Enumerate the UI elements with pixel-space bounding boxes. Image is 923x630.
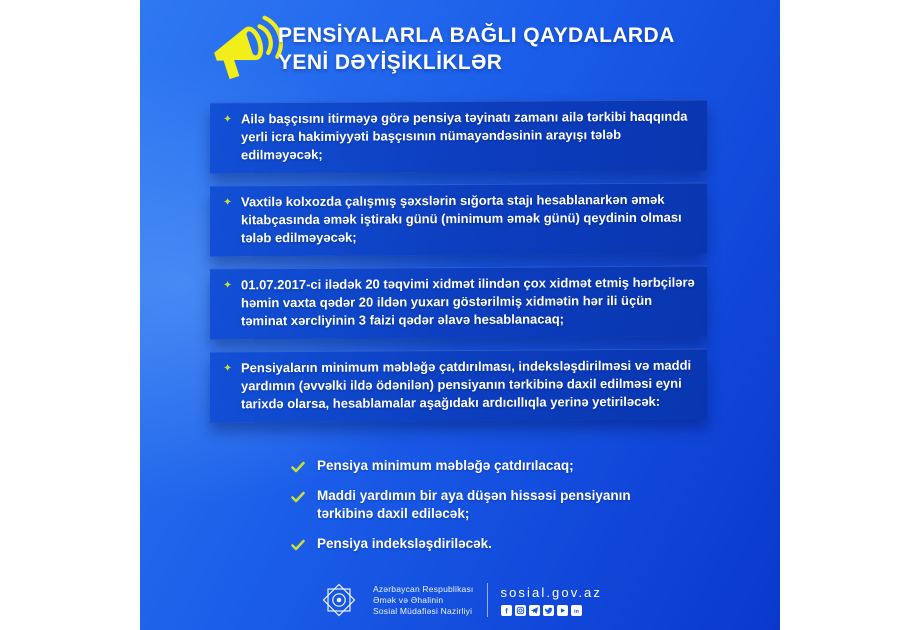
svg-text:in: in (573, 608, 579, 615)
rule-text-4: Pensiyaların minimum məbləğə çatdırılması, indeksləşdirilməsi və maddi yardımın (əvvəlki ildə ödənilən) pensiyanın tərkibinə daxil edilməsi eyni tarixdə olarsa, hesablamalar aşağıdakı ardıcıllıqla yerinə yetiriləcək: (241, 357, 692, 412)
diamond-bullet-icon: ✦ (223, 362, 233, 375)
checkmark-icon (290, 459, 306, 475)
footer-divider (487, 583, 488, 617)
check-text-3: Pensiya indeksləşdiriləcək. (317, 535, 492, 551)
check-item-3 (290, 535, 669, 554)
ministry-line-2: Əmək və Əhalinin (372, 594, 444, 605)
rules-section (210, 101, 707, 433)
rule-box-2 (210, 182, 707, 256)
megaphone-icon (202, 6, 286, 90)
rule-box-4 (210, 348, 707, 422)
diamond-bullet-icon: ✦ (223, 279, 233, 292)
check-text-1: Pensiya minimum məbləğə çatdırılacaq; (317, 458, 574, 473)
social-icons (501, 605, 603, 616)
checkmark-icon (290, 537, 306, 553)
rule-box-1 (210, 99, 707, 173)
diamond-bullet-icon: ✦ (223, 196, 233, 209)
ministry-logo-icon (318, 579, 360, 621)
ministry-name (373, 584, 474, 617)
rule-box-3 (210, 265, 707, 339)
twitter-icon (543, 605, 554, 616)
facebook-icon (501, 605, 512, 616)
rule-text-3: 01.07.2017-ci ilədək 20 təqvimi xidmət ilindən çox xidmət etmiş hərbçilərə həmin vaxta qədər 20 ildən yuxarı göstərilmiş xidmətin hər ili üçün təminat xərcliyinin 3 faizi qədər əlavə hesablanacaq; (241, 274, 695, 329)
ministry-line-1: Azərbaycan Respublikası (372, 583, 474, 594)
instagram-icon (515, 605, 526, 616)
title-line-2: YENİ DƏYİŞİKLİKLƏR (278, 51, 503, 74)
telegram-icon (529, 605, 540, 616)
title-line-1: PENSİYALARLA BAĞLI QAYDALARDA (278, 24, 675, 47)
diamond-bullet-icon: ✦ (223, 113, 233, 126)
ministry-line-3: Sosial Müdafiəsi Nazirliyi (372, 605, 473, 616)
footer (140, 579, 780, 621)
website-url: sosial.gov.az (500, 584, 602, 600)
rule-text-1: Ailə başçısını itirməyə görə pensiya təyinatı zamanı ailə tərkibi haqqında yerli icra hakimiyyəti başçısının nümayəndəsinin arayışı tələb edilməyəcək; (241, 108, 688, 163)
checkmark-icon (290, 489, 306, 505)
footer-right (501, 585, 603, 616)
check-text-2: Maddi yardımın bir aya düşən hissəsi pensiyanın tərkibinə daxil ediləcək; (317, 487, 631, 521)
page-title (278, 22, 738, 76)
check-item-2 (290, 487, 669, 524)
svg-text:f: f (504, 605, 508, 615)
check-item-1 (290, 457, 669, 476)
checklist-section (290, 457, 669, 564)
rule-text-2: Vaxtilə kolxozda çalışmış şəxslərin sığorta stajı hesablanarkən əmək kitabçasında əmək iştirakı günü (minimum əmək günü) qeydinin olması tələb edilməyəcək; (241, 191, 682, 246)
youtube-icon (557, 605, 568, 616)
linkedin-icon (571, 605, 582, 616)
poster-panel (140, 0, 780, 630)
